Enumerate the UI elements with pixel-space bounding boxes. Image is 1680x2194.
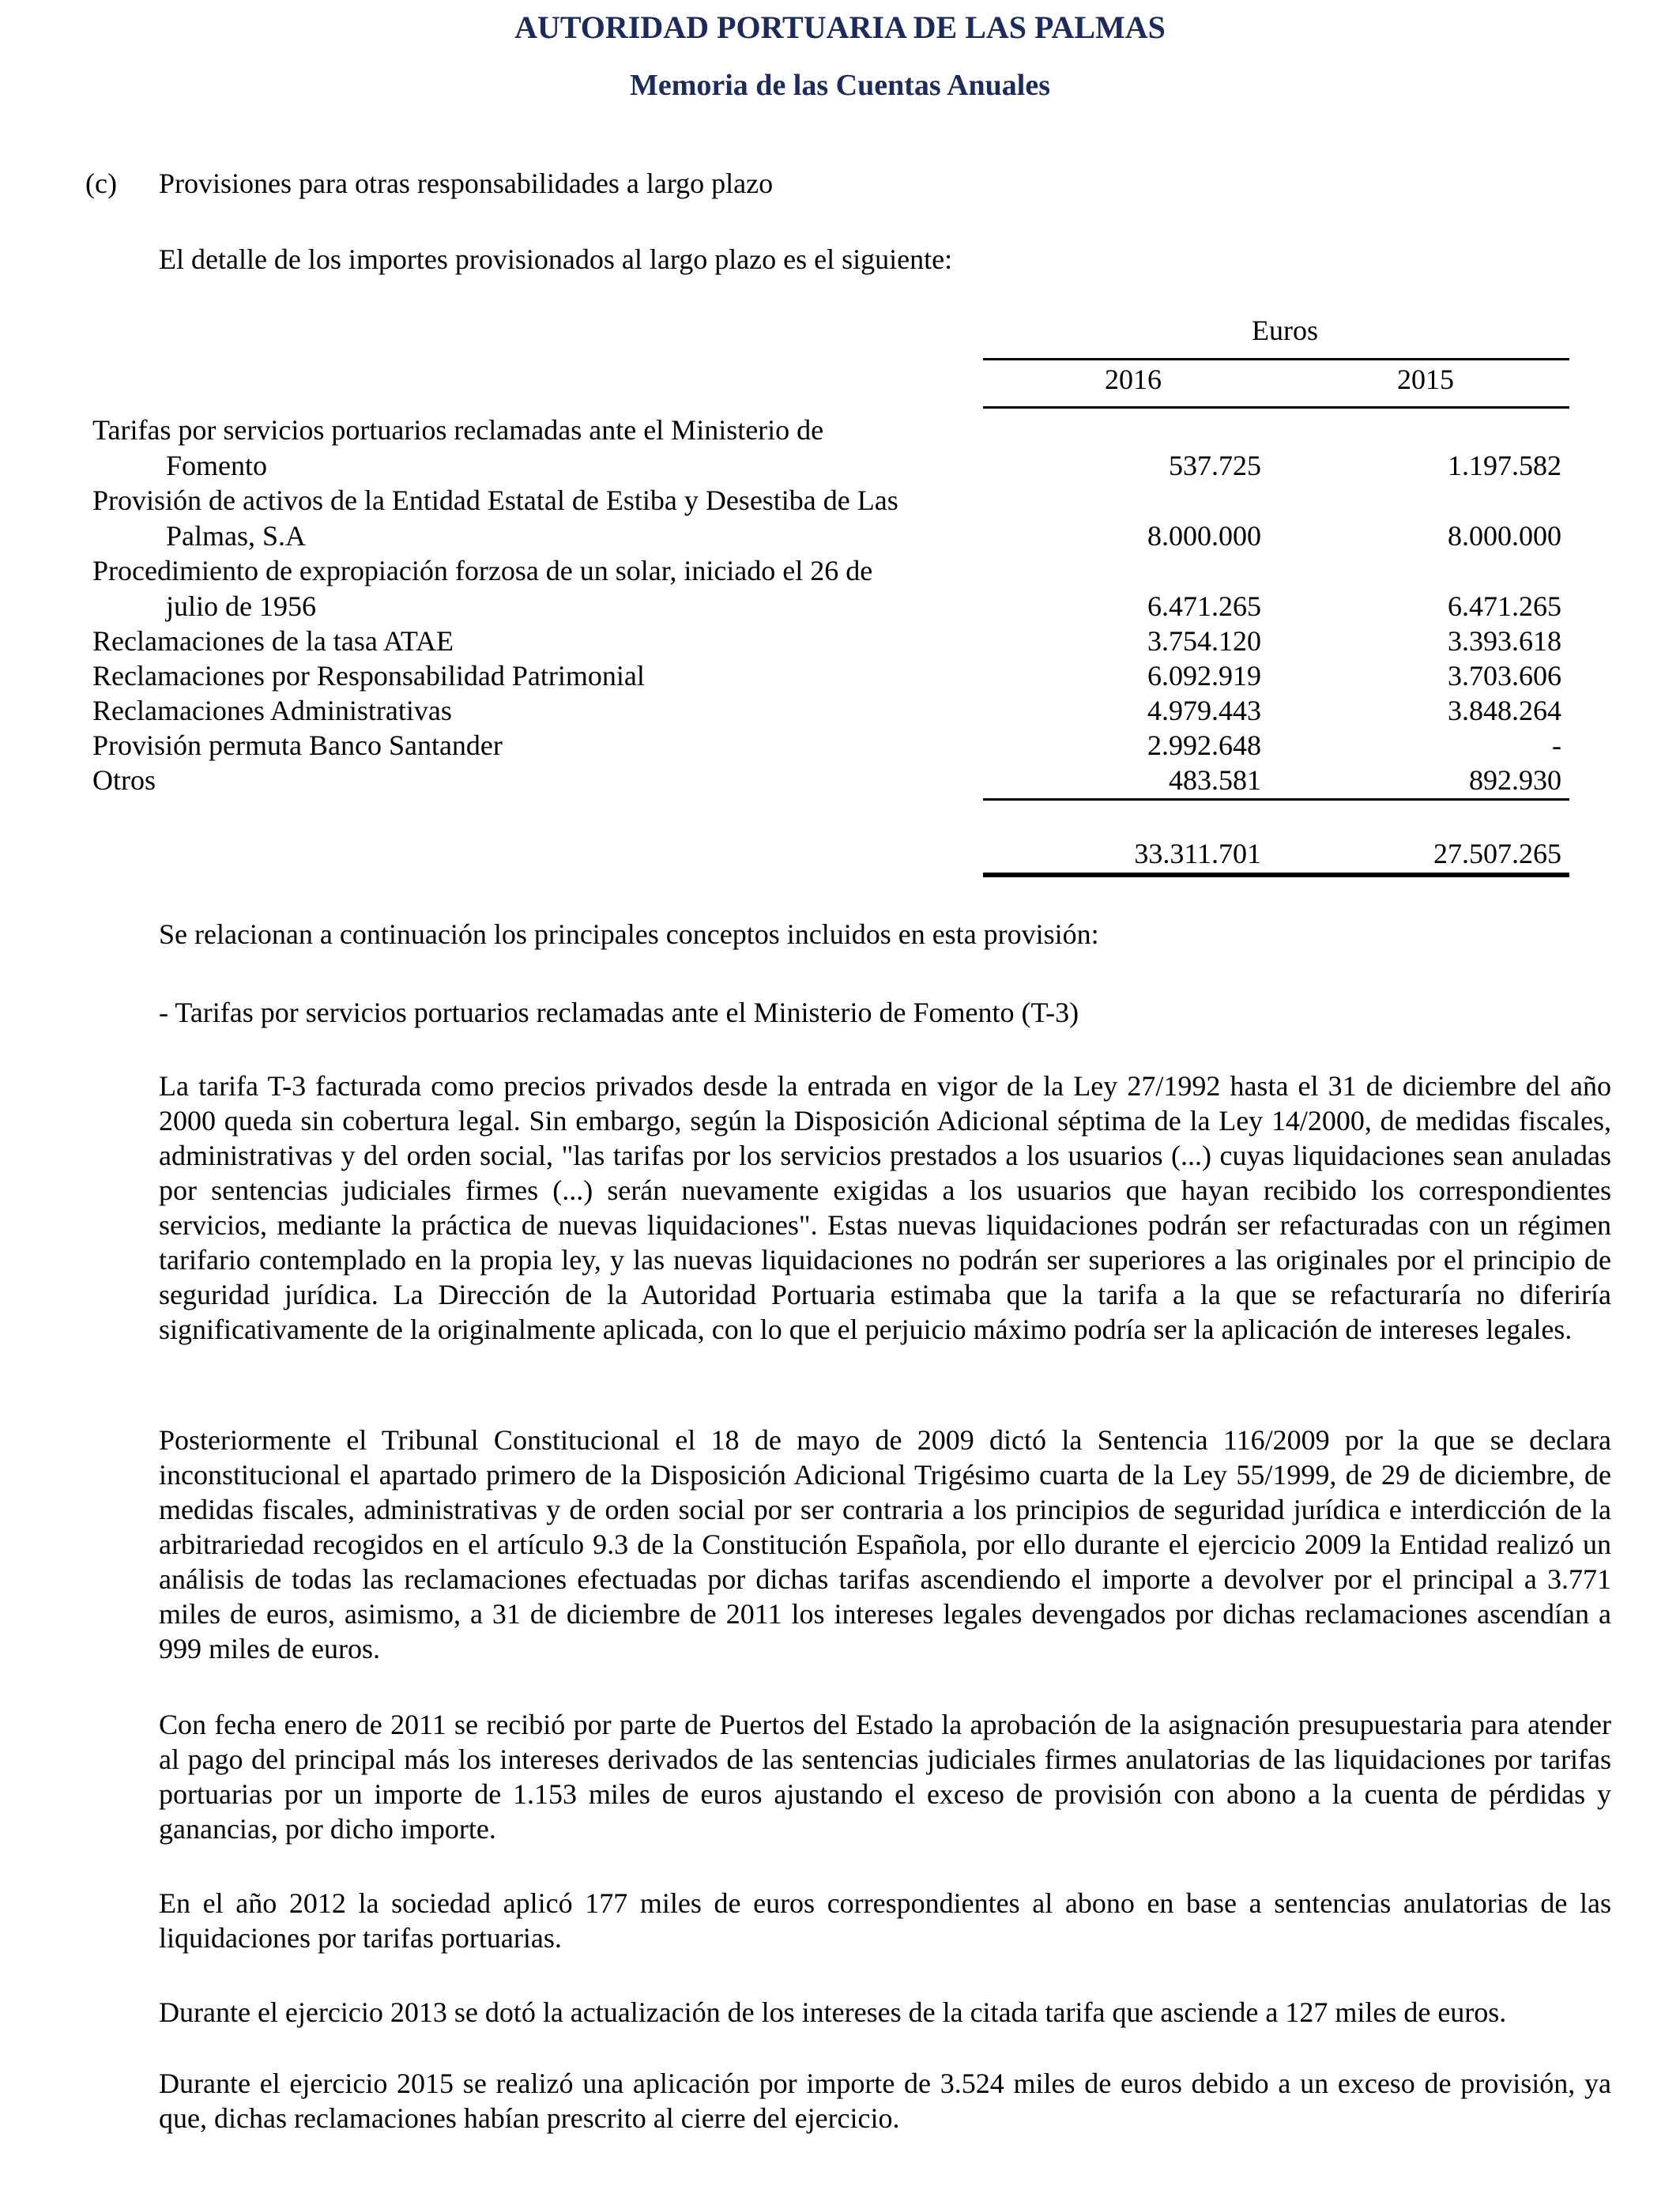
- row-label: [92, 413, 823, 484]
- row-value-2015: 3.703.606: [1448, 660, 1561, 692]
- row-value-2016: 3.754.120: [1147, 625, 1261, 657]
- row-value-2015: 3.848.264: [1448, 695, 1561, 726]
- row-value-2015: 892.930: [1469, 764, 1561, 796]
- row-label: Reclamaciones por Responsabilidad Patrimonial: [92, 660, 645, 692]
- row-value-2016: 8.000.000: [1147, 520, 1261, 552]
- row-value-2016: 6.471.265: [1147, 590, 1261, 622]
- paragraph: Posteriormente el Tribunal Constitucional el 18 de mayo de 2009 dictó la Sentencia 116/2009 por la que se declara inconstitucional el apartado primero de la Disposición Adicional Trigésimo cuarta de la Ley 55/1999, de 29 de diciembre, de medidas fiscales, administrativas y de orden social por ser contraria a los principios de seguridad jurídica e interdicción de la arbitrariedad recogidos en el artículo 9.3 de la Constitución Española, por ello durante el ejercicio 2009 la Entidad realizó un análisis de todas las reclamaciones efectuadas por dichas tarifas ascendiendo el importe a devolver por el principal a 3.771 miles de euros, asimismo, a 31 de diciembre de 2011 los intereses legales devengados por dichas reclamaciones ascendían a 999 miles de euros.: [159, 1424, 1611, 1664]
- table-intro: El detalle de los importes provisionados al largo plazo es el siguiente:: [159, 243, 953, 275]
- subtotal-rule: [983, 798, 1569, 801]
- row-value-2016: 4.979.443: [1147, 695, 1261, 726]
- paragraph: Durante el ejercicio 2015 se realizó una aplicación por importe de 3.524 miles de euros debido a un exceso de provisión, ya que, dichas reclamaciones habían prescrito al cierre del ejercicio.: [159, 2068, 1611, 2134]
- row-label: [92, 553, 872, 624]
- row-label: Provisión permuta Banco Santander: [92, 729, 503, 761]
- row-label-continuation: julio de 1956: [166, 590, 316, 622]
- report-title: AUTORIDAD PORTUARIA DE LAS PALMAS: [514, 9, 1166, 45]
- paragraph: La tarifa T-3 facturada como precios privados desde la entrada en vigor de la Ley 27/1992 hasta el 31 de diciembre del año 2000 queda sin cobertura legal. Sin embargo, según la Disposición Adicional séptima de la Ley 14/2000, de medidas fiscales, administrativas y del orden social, "las tarifas por los servicios prestados a los usuarios (...) cuyas liquidaciones sean anuladas por sentencias judiciales firmes (...) serán nuevamente exigidas a los usuarios que hayan recibido los correspondientes servicios, mediante la práctica de nuevas liquidaciones". Estas nuevas liquidaciones podrán ser refacturadas con un régimen tarifario contemplado en la propia ley, y las nuevas liquidaciones no podrán ser superiores a las originales por el principio de seguridad jurídica. La Dirección de la Autoridad Portuaria estimaba que la tarifa a la que se refacturaría no diferiría significativamente de la originalmente aplicada, con lo que el perjuicio máximo podría ser la aplicación de intereses legales.: [159, 1070, 1611, 1345]
- row-label: Reclamaciones Administrativas: [92, 695, 452, 726]
- row-label-continuation: Palmas, S.A: [166, 520, 307, 552]
- row-label-line: Procedimiento de expropiación forzosa de un solar, iniciado el 26 de: [92, 555, 873, 586]
- section-marker: (c): [85, 168, 117, 199]
- row-value-2015: 6.471.265: [1448, 590, 1561, 622]
- row-label-line: Tarifas por servicios portuarios reclamadas ante el Ministerio de: [92, 414, 824, 446]
- concepts-intro: Se relacionan a continuación los principales conceptos incluidos en esta provisión:: [159, 918, 1099, 950]
- row-value-2016: 483.581: [1169, 764, 1261, 796]
- concept-title: - Tarifas por servicios portuarios reclamadas ante el Ministerio de Fomento (T-3): [159, 997, 1079, 1028]
- year-2016-header: 2016: [1105, 364, 1162, 395]
- row-value-2015: 8.000.000: [1448, 520, 1561, 552]
- report-subtitle: Memoria de las Cuentas Anuales: [630, 69, 1050, 102]
- header-bottom-rule: [983, 406, 1569, 409]
- currency-header: Euros: [1252, 315, 1318, 346]
- paragraph: Durante el ejercicio 2013 se dotó la actualización de los intereses de la citada tarifa que asciende a 127 miles de euros.: [159, 1996, 1507, 2028]
- row-value-2015: 3.393.618: [1448, 625, 1561, 657]
- row-label: Reclamaciones de la tasa ATAE: [92, 625, 454, 657]
- header-rule: [983, 358, 1569, 360]
- row-value-2016: 537.725: [1169, 450, 1261, 481]
- row-label-line: Provisión de activos de la Entidad Estatal de Estiba y Desestiba de Las: [92, 484, 898, 516]
- total-double-rule: [983, 873, 1569, 877]
- section-heading: Provisiones para otras responsabilidades a largo plazo: [159, 168, 774, 199]
- row-label: [92, 483, 898, 554]
- row-value-2016: 6.092.919: [1147, 660, 1261, 692]
- total-2015: 27.507.265: [1433, 838, 1561, 869]
- row-value-2015: 1.197.582: [1448, 450, 1561, 481]
- paragraph: Con fecha enero de 2011 se recibió por parte de Puertos del Estado la aprobación de la asignación presupuestaria para atender al pago del principal más los intereses derivados de las sentencias judiciales firmes anulatorias de las liquidaciones por tarifas portuarias por un importe de 1.153 miles de euros ajustando el exceso de provisión con abono a la cuenta de pérdidas y ganancias, por dicho importe.: [159, 1709, 1611, 1845]
- row-label: Otros: [92, 764, 156, 796]
- row-value-2016: 2.992.648: [1147, 729, 1261, 761]
- year-2015-header: 2015: [1397, 364, 1454, 395]
- paragraph: En el año 2012 la sociedad aplicó 177 miles de euros correspondientes al abono en base a sentencias anulatorias de las liquidaciones por tarifas portuarias.: [159, 1887, 1611, 1954]
- total-2016: 33.311.701: [1134, 838, 1261, 869]
- row-value-2015: -: [1552, 729, 1561, 761]
- row-label-continuation: Fomento: [166, 450, 268, 481]
